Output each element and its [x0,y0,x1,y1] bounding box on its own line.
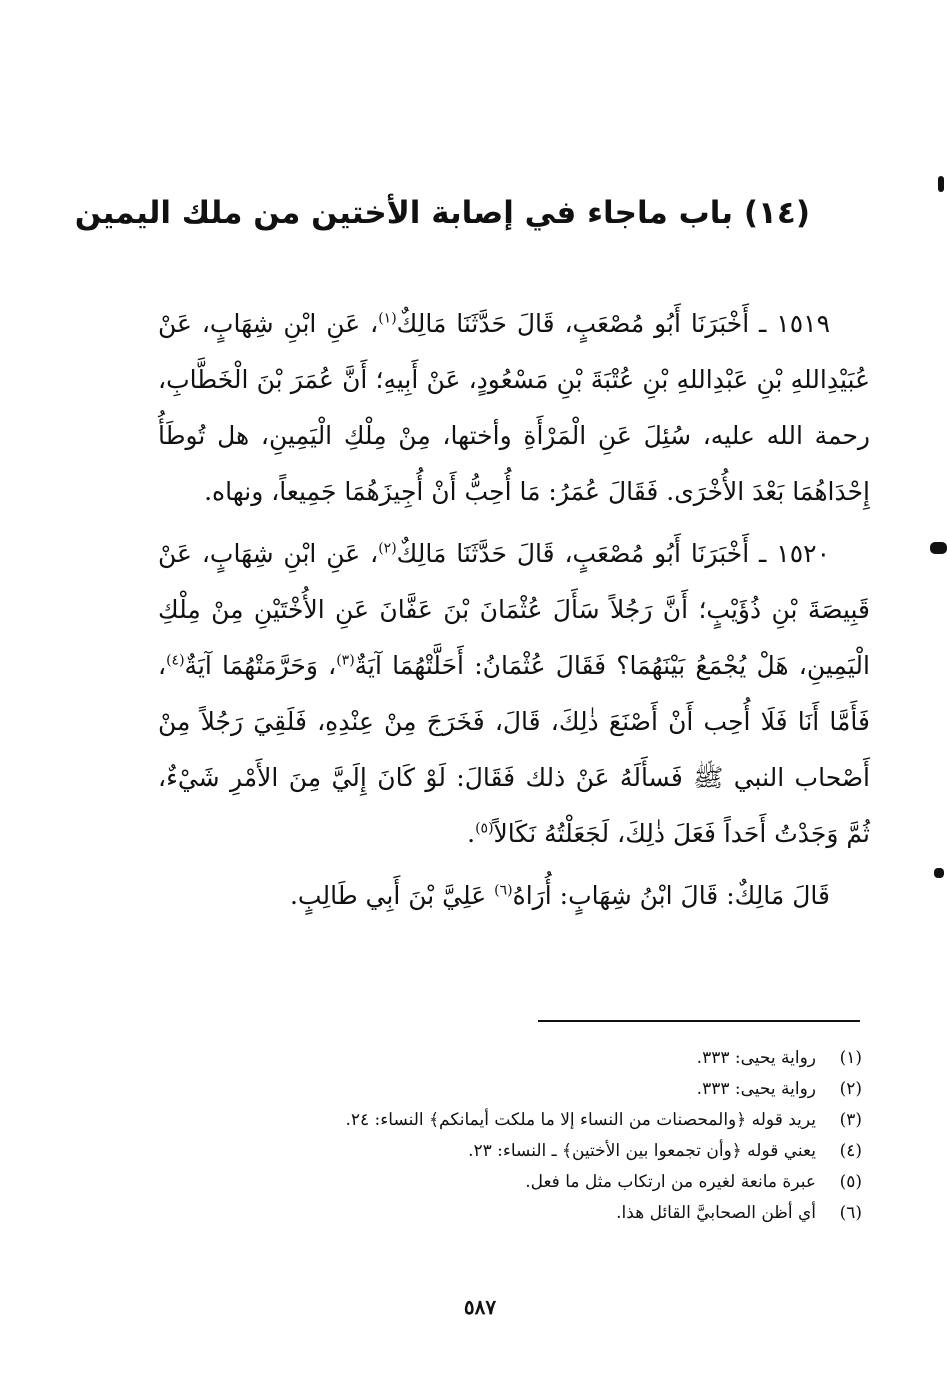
footnote-item [150,1105,862,1136]
footnote-item [150,1074,862,1105]
footnote-number: (٣) [839,1110,862,1130]
closing-statement [158,868,870,924]
footnote-number: (٢) [839,1079,862,1099]
chapter-title-text: باب ماجاء في إصابة الأختين من ملك اليمين [74,195,734,231]
hadith-1520 [158,526,870,862]
footnote-text: أي أظن الصحابيَّ القائل هذا. [616,1203,816,1223]
hadith-number: ١٥١٩ [776,309,830,338]
footnote-text: يريد قوله ﴿والمحصنات من النساء إلا ما ملكت أيمانكم﴾ النساء: ٢٤. [345,1110,816,1130]
footnote-number: (٤) [839,1141,862,1161]
footnote-ref: (٢) [378,540,397,557]
chapter-heading [74,188,810,238]
hadith-text: ، فَأَمَّا أَنَا فَلَا أُحِب أَنْ أَصْنَعَ ذٰلِكَ، قَالَ، فَخَرَجَ مِنْ عِنْدِهِ، فَلَقِيَ رَجُلاً مِنْ أَصْحاب النبي ﷺ فَسأَلَهُ عَنْ ذلك فَقَالَ: لَوْ كَانَ إِلَيَّ مِنَ الأَمْرِ شَيْءٌ، ثُمَّ وَجَدْتُ أَحَداً فَعَلَ ذٰلِكَ، لَجَعَلْتُهُ نَكَالاً [158,651,870,848]
footnote-ref: (٥) [475,820,494,837]
scan-artifact [934,868,944,878]
footnote-item [150,1167,862,1198]
footnote-ref: (٦) [494,882,513,899]
footnote-text: يعني قوله ﴿وأن تجمعوا بين الأختين﴾ ـ النساء: ٢٣. [468,1141,816,1161]
footnote-text: عبرة مانعة لغيره من ارتكاب مثل ما فعل. [525,1172,816,1192]
chapter-number: (١٤) [743,195,810,231]
closing-text: قَالَ مَالِكٌ: قَالَ ابْنُ شِهَابٍ: أُرَاهُ [512,881,830,910]
footnote-text: رواية يحيى: ٣٣٣. [696,1079,816,1099]
hadith-text: ـ أَخْبَرَنَا أَبُو مُصْعَبٍ، قَالَ حَدَّثَنَا مَالِكٌ [396,309,767,338]
footnote-item [150,1136,862,1167]
scan-artifact [938,176,944,192]
page-number: ٥٨٧ [463,1295,497,1319]
footnote-text: رواية يحيى: ٣٣٣. [696,1048,816,1068]
hadith-text: ـ أَخْبَرَنَا أَبُو مُصْعَبٍ، قَالَ حَدَّثَنَا مَالِكٌ [396,539,767,568]
footnote-number: (٦) [839,1203,862,1223]
footnote-item [150,1043,862,1074]
hadith-text: . [467,819,476,848]
footnote-separator [538,1020,860,1022]
main-text [158,296,870,930]
hadith-text: ، عَنِ ابْنِ شِهَابٍ، عَنْ عُبَيْدِاللهِ بْنِ عَبْدِاللهِ بْنِ عُتْبَةَ بْنِ مَسْعُودٍ، عَنْ أَبِيهِ؛ أَنَّ عُمَرَ بْنَ الْخَطَّابِ، رحمة الله عليه، سُئِلَ عَنِ الْمَرْأَةِ وأختها، مِنْ مِلْكِ الْيَمِينِ، هل تُوطَأُ إِحْدَاهُمَا بَعْدَ الأُخْرَى. فَقَالَ عُمَرُ: مَا أُحِبُّ أَنْ أُجِيزَهُمَا جَمِيعاً، ونهاه. [158,309,870,506]
footnote-ref: (٤) [166,652,185,669]
scan-artifact [930,542,947,554]
closing-text: عَلِيَّ بْنَ أَبِي طَالِبٍ. [289,881,495,910]
footnote-number: (١) [839,1048,862,1068]
hadith-number: ١٥٢٠ [776,539,830,568]
footnote-number: (٥) [839,1172,862,1192]
hadith-text: ، وَحَرَّمَتْهُمَا آيَةٌ [184,651,337,680]
footnote-ref: (١) [378,310,397,327]
hadith-1519 [158,296,870,520]
footnote-ref: (٣) [336,652,355,669]
hadith-text: ، عَنِ ابْنِ شِهَابٍ، عَنْ قَبِيصَةَ بْنِ ذُؤَيْبٍ؛ أَنَّ رَجُلاً سَأَلَ عُثْمَانَ بْنَ عَفَّانَ عَنِ الأُخْتَيْنِ مِنْ مِلْكِ الْيَمِينِ، هَلْ يُجْمَعُ بَيْنَهُمَا؟ فَقَالَ عُثْمَانُ: أَحَلَّتْهُمَا آيَةٌ [158,539,870,680]
footnote-item [150,1198,862,1229]
footnotes-list [150,1043,862,1229]
